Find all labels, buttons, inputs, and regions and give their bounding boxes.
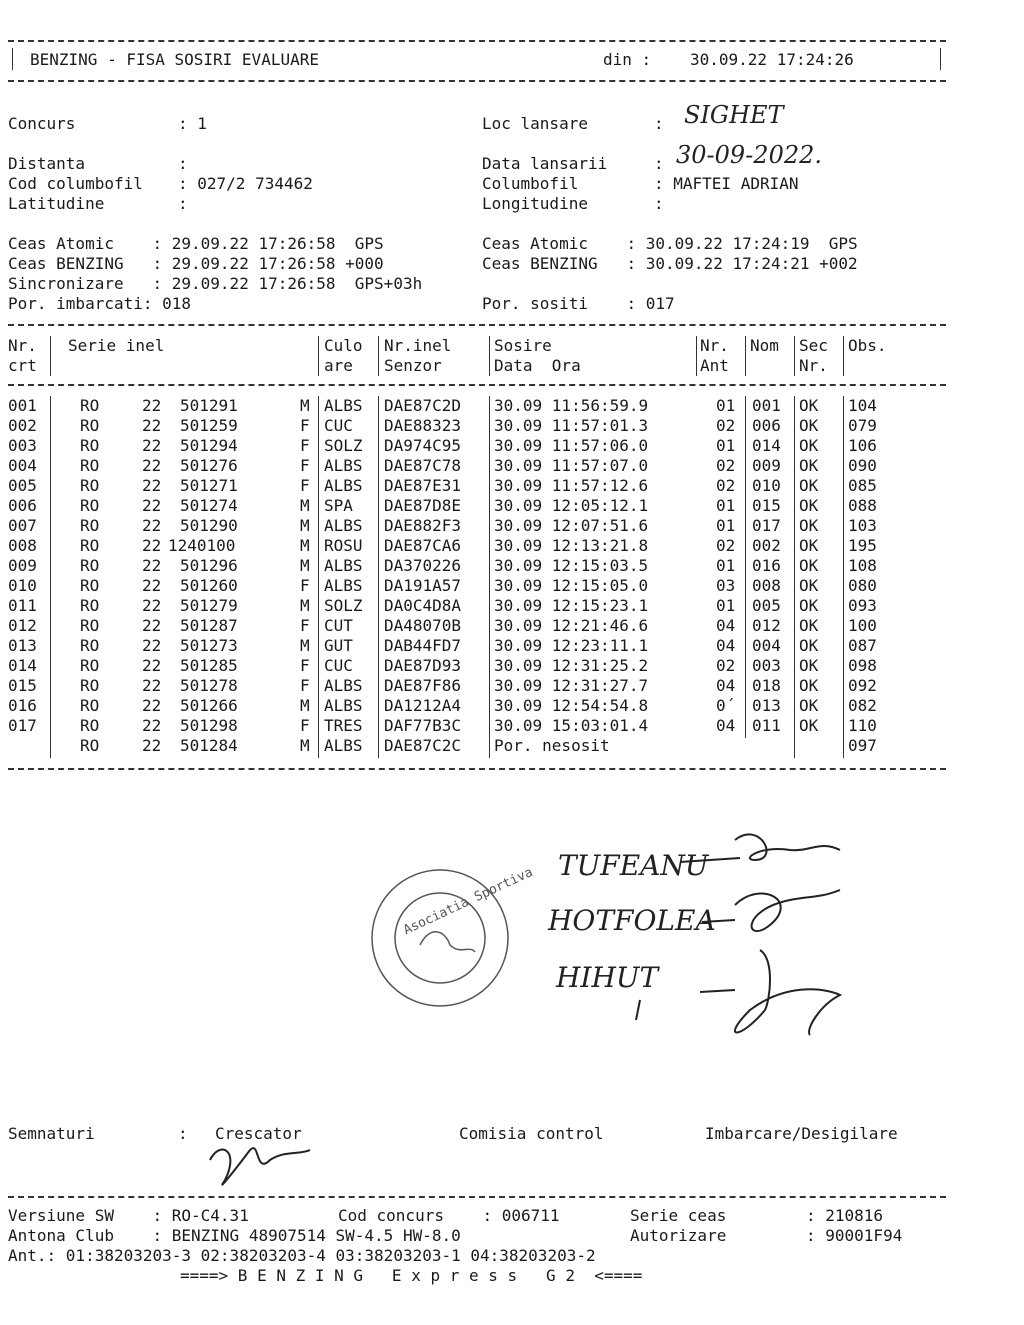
- row-crt: 010: [8, 576, 37, 595]
- row-year: 22: [142, 416, 162, 435]
- row-year: 22: [142, 436, 162, 455]
- row-sex: F: [300, 656, 310, 675]
- row-sensor: DA191A57: [384, 576, 462, 595]
- row-obs: 090: [848, 456, 877, 475]
- row-obs: 079: [848, 416, 877, 435]
- handwritten-name-3: HIHUT: [556, 961, 659, 994]
- row-ring: 501273: [180, 636, 238, 655]
- row-crt: 007: [8, 516, 37, 535]
- row-country: RO: [80, 556, 100, 575]
- por-sositi: Por. sositi : 017: [482, 294, 675, 313]
- row-arrival: 30.09 12:54:54.8: [494, 696, 649, 715]
- row-obs: 088: [848, 496, 877, 515]
- clock-benzing-start: Ceas BENZING : 29.09.22 17:26:58 +000: [8, 254, 384, 273]
- row-sex: F: [300, 436, 310, 455]
- row-obs: 082: [848, 696, 877, 715]
- row-sec: OK: [799, 596, 819, 615]
- row-sex: M: [300, 396, 310, 415]
- row-ant: 03: [716, 576, 736, 595]
- row-nom: 016: [752, 556, 781, 575]
- row-country: RO: [80, 696, 100, 715]
- row-ant: 04: [716, 716, 736, 735]
- row-ant: 01: [716, 436, 736, 455]
- row-sensor: DAB44FD7: [384, 636, 462, 655]
- footer-top-rule: [8, 1196, 946, 1198]
- row-arrival: 30.09 12:31:25.2: [494, 656, 649, 675]
- row-sensor: DA1212A4: [384, 696, 462, 715]
- serie-ceas-label: Serie ceas: [630, 1206, 727, 1225]
- row-color: ALBS: [324, 556, 363, 575]
- row-year: 22: [142, 596, 162, 615]
- row-ring: 501276: [180, 456, 238, 475]
- row-sec: OK: [799, 656, 819, 675]
- row-sensor: DA0C4D8A: [384, 596, 462, 615]
- row-nom: 008: [752, 576, 781, 595]
- row-country: RO: [80, 636, 100, 655]
- row-country: RO: [80, 596, 100, 615]
- row-ring: 501287: [180, 616, 238, 635]
- distanta-colon: :: [178, 154, 188, 173]
- row-ant: 02: [716, 416, 736, 435]
- row-country: RO: [80, 616, 100, 635]
- row-sensor: DAE87D93: [384, 656, 462, 675]
- row-ant: 01: [716, 496, 736, 515]
- row-sec: OK: [799, 556, 819, 575]
- por-imbarcati: Por. imbarcati: 018: [8, 294, 192, 313]
- row-crt: 001: [8, 396, 37, 415]
- row-sensor: DA974C95: [384, 436, 462, 455]
- col-sec-2: Nr.: [799, 356, 828, 375]
- row-arrival: 30.09 11:57:06.0: [494, 436, 649, 455]
- row-arrival: 30.09 12:15:23.1: [494, 596, 649, 615]
- row-sensor: DAF77B3C: [384, 716, 462, 735]
- row-sensor: DA370226: [384, 556, 462, 575]
- row-color: GUT: [324, 636, 353, 655]
- row-ring: 501294: [180, 436, 238, 455]
- row-nom: 005: [752, 596, 781, 615]
- row-ring: 501279: [180, 596, 238, 615]
- row-color: ALBS: [324, 736, 363, 755]
- col-sosire-1: Sosire: [494, 336, 552, 355]
- row-year: 22: [142, 536, 162, 555]
- row-nom: 015: [752, 496, 781, 515]
- cod-columbofil-value: : 027/2 734462: [178, 174, 313, 193]
- loc-lansare-colon: :: [654, 114, 664, 133]
- row-crt: 009: [8, 556, 37, 575]
- row-ring: 501278: [180, 676, 238, 695]
- row-nom: 009: [752, 456, 781, 475]
- row-ant: 04: [716, 636, 736, 655]
- row-obs: 087: [848, 636, 877, 655]
- row-sex: M: [300, 736, 310, 755]
- row-obs: 080: [848, 576, 877, 595]
- row-ant: 02: [716, 456, 736, 475]
- comisia-control-label: Comisia control: [459, 1124, 604, 1143]
- row-ant: 04: [716, 676, 736, 695]
- row-ant: 02: [716, 536, 736, 555]
- row-sex: F: [300, 476, 310, 495]
- row-arrival: 30.09 12:23:11.1: [494, 636, 649, 655]
- row-color: ALBS: [324, 476, 363, 495]
- row-year: 22: [142, 656, 162, 675]
- row-nom: 006: [752, 416, 781, 435]
- row-year: 22: [142, 576, 162, 595]
- row-color: ALBS: [324, 516, 363, 535]
- columbofil-value: : MAFTEI ADRIAN: [654, 174, 799, 193]
- row-ant: 01: [716, 516, 736, 535]
- sincronizare: Sincronizare : 29.09.22 17:26:58 GPS+03h: [8, 274, 423, 293]
- row-color: ALBS: [324, 676, 363, 695]
- row-year: 22: [142, 636, 162, 655]
- row-country: RO: [80, 576, 100, 595]
- row-color: ALBS: [324, 456, 363, 475]
- row-year: 22: [142, 476, 162, 495]
- row-obs: 092: [848, 676, 877, 695]
- row-nom: 010: [752, 476, 781, 495]
- row-ring: 501274: [180, 496, 238, 515]
- col-nr-inel-1: Nr.inel: [384, 336, 452, 355]
- row-ant: 02: [716, 476, 736, 495]
- row-sex: M: [300, 536, 310, 555]
- row-sex: F: [300, 416, 310, 435]
- row-ring: 501291: [180, 396, 238, 415]
- row-ant: 01: [716, 596, 736, 615]
- col-nr-inel-2: Senzor: [384, 356, 442, 375]
- row-ring: 501260: [180, 576, 238, 595]
- row-sensor: DAE87CA6: [384, 536, 462, 555]
- row-color: CUT: [324, 616, 353, 635]
- col-sosire-2: Data Ora: [494, 356, 581, 375]
- clock-benzing-end: Ceas BENZING : 30.09.22 17:24:21 +002: [482, 254, 858, 273]
- row-country: RO: [80, 456, 100, 475]
- latitudine-label: Latitudine: [8, 194, 105, 213]
- row-sex: F: [300, 576, 310, 595]
- row-year: 22: [142, 516, 162, 535]
- handwritten-name-1: TUFEANU: [558, 849, 709, 882]
- latitudine-colon: :: [178, 194, 188, 213]
- row-country: RO: [80, 676, 100, 695]
- col-nr-crt-1: Nr.: [8, 336, 37, 355]
- row-nom: 018: [752, 676, 781, 695]
- row-obs: 103: [848, 516, 877, 535]
- row-sex: M: [300, 696, 310, 715]
- row-crt: 016: [8, 696, 37, 715]
- row-obs: 195: [848, 536, 877, 555]
- row-ring: 501285: [180, 656, 238, 675]
- row-ant: 0´: [716, 696, 736, 715]
- row-country: RO: [80, 416, 100, 435]
- clock-atomic-end: Ceas Atomic : 30.09.22 17:24:19 GPS: [482, 234, 858, 253]
- row-arrival: 30.09 15:03:01.4: [494, 716, 649, 735]
- row-crt: 011: [8, 596, 37, 615]
- col-culoare-1: Culo: [324, 336, 363, 355]
- row-year: 22: [142, 676, 162, 695]
- row-sensor: DAE87F86: [384, 676, 462, 695]
- row-sensor: DAE88323: [384, 416, 462, 435]
- row-color: CUC: [324, 416, 353, 435]
- col-nr-ant-2: Ant: [700, 356, 729, 375]
- cod-columbofil-label: Cod columbofil: [8, 174, 143, 193]
- row-crt: 003: [8, 436, 37, 455]
- row-nom: 002: [752, 536, 781, 555]
- row-obs: 110: [848, 716, 877, 735]
- row-country: RO: [80, 436, 100, 455]
- serie-ceas-value: : 210816: [806, 1206, 884, 1225]
- row-ring: 501290: [180, 516, 238, 535]
- row-country: RO: [80, 716, 100, 735]
- data-lansarii-colon: :: [654, 154, 664, 173]
- data-lansarii-label: Data lansarii: [482, 154, 608, 173]
- crescator-label: Crescator: [215, 1124, 302, 1143]
- row-nom: 013: [752, 696, 781, 715]
- row-country: RO: [80, 656, 100, 675]
- row-nom: 001: [752, 396, 781, 415]
- row-ant: 02: [716, 656, 736, 675]
- row-arrival: 30.09 12:13:21.8: [494, 536, 649, 555]
- row-color: ALBS: [324, 696, 363, 715]
- row-nom: 011: [752, 716, 781, 735]
- row-color: CUC: [324, 656, 353, 675]
- loc-lansare-handwritten: SIGHET: [684, 101, 784, 129]
- row-country: RO: [80, 516, 100, 535]
- row-arrival: 30.09 12:21:46.6: [494, 616, 649, 635]
- row-obs: 093: [848, 596, 877, 615]
- row-arrival: 30.09 12:31:27.7: [494, 676, 649, 695]
- imbarcare-desigilare-label: Imbarcare/Desigilare: [705, 1124, 898, 1143]
- row-obs: 085: [848, 476, 877, 495]
- row-ring: 501271: [180, 476, 238, 495]
- row-arrival: Por. nesosit: [494, 736, 610, 755]
- row-sec: OK: [799, 616, 819, 635]
- row-ring: 1240100: [168, 536, 236, 555]
- row-sensor: DAE87C78: [384, 456, 462, 475]
- row-crt: 015: [8, 676, 37, 695]
- row-color: SOLZ: [324, 436, 363, 455]
- document-title: BENZING - FISA SOSIRI EVALUARE: [30, 50, 319, 69]
- col-obs: Obs.: [848, 336, 887, 355]
- autorizare-label: Autorizare: [630, 1226, 727, 1245]
- row-color: SOLZ: [324, 596, 363, 615]
- handwritten-name-2: HOTFOLEA: [548, 904, 716, 937]
- row-obs: 108: [848, 556, 877, 575]
- row-sec: OK: [799, 536, 819, 555]
- row-year: 22: [142, 496, 162, 515]
- row-country: RO: [80, 496, 100, 515]
- row-color: ROSU: [324, 536, 363, 555]
- row-sensor: DAE882F3: [384, 516, 462, 535]
- row-sex: M: [300, 596, 310, 615]
- row-sec: OK: [799, 436, 819, 455]
- row-crt: 012: [8, 616, 37, 635]
- row-obs: 106: [848, 436, 877, 455]
- col-nr-ant-1: Nr.: [700, 336, 729, 355]
- row-sec: OK: [799, 476, 819, 495]
- row-nom: 012: [752, 616, 781, 635]
- autorizare-value: : 90001F94: [806, 1226, 903, 1245]
- row-obs: 104: [848, 396, 877, 415]
- benzing-express-banner: ====> B E N Z I N G E x p r e s s G 2 <====: [180, 1266, 643, 1285]
- row-arrival: 30.09 12:15:03.5: [494, 556, 649, 575]
- row-nom: 017: [752, 516, 781, 535]
- row-sec: OK: [799, 496, 819, 515]
- row-crt: 013: [8, 636, 37, 655]
- row-ring: 501296: [180, 556, 238, 575]
- row-nom: 003: [752, 656, 781, 675]
- row-arrival: 30.09 11:57:07.0: [494, 456, 649, 475]
- row-ring: 501266: [180, 696, 238, 715]
- row-country: RO: [80, 396, 100, 415]
- semnaturi-label: Semnaturi: [8, 1124, 95, 1143]
- row-color: SPA: [324, 496, 353, 515]
- row-year: 22: [142, 456, 162, 475]
- row-crt: 008: [8, 536, 37, 555]
- row-sec: OK: [799, 416, 819, 435]
- longitudine-label: Longitudine: [482, 194, 588, 213]
- row-sec: OK: [799, 576, 819, 595]
- row-color: ALBS: [324, 576, 363, 595]
- row-sex: F: [300, 456, 310, 475]
- row-sec: OK: [799, 636, 819, 655]
- print-date-label: din :: [603, 50, 652, 69]
- row-crt: 005: [8, 476, 37, 495]
- data-lansarii-handwritten: 30-09-2022.: [676, 141, 823, 169]
- row-obs: 098: [848, 656, 877, 675]
- row-sex: M: [300, 516, 310, 535]
- row-sex: F: [300, 676, 310, 695]
- distanta-label: Distanta: [8, 154, 86, 173]
- row-country: RO: [80, 736, 100, 755]
- row-sec: OK: [799, 696, 819, 715]
- row-sex: M: [300, 556, 310, 575]
- row-arrival: 30.09 11:57:12.6: [494, 476, 649, 495]
- row-sec: OK: [799, 396, 819, 415]
- row-ring: 501284: [180, 736, 238, 755]
- row-ant: 01: [716, 396, 736, 415]
- row-ring: 501298: [180, 716, 238, 735]
- concurs-value: : 1: [178, 114, 207, 133]
- stamp-text: Asociatia Sportiva: [401, 864, 536, 939]
- row-sensor: DAE87C2D: [384, 396, 462, 415]
- row-year: 22: [142, 696, 162, 715]
- row-arrival: 30.09 11:57:01.3: [494, 416, 649, 435]
- row-arrival: 30.09 12:05:12.1: [494, 496, 649, 515]
- row-color: ALBS: [324, 396, 363, 415]
- clock-atomic-start: Ceas Atomic : 29.09.22 17:26:58 GPS: [8, 234, 384, 253]
- versiune-sw: Versiune SW : RO-C4.31: [8, 1206, 249, 1225]
- row-year: 22: [142, 396, 162, 415]
- columbofil-label: Columbofil: [482, 174, 579, 193]
- row-year: 22: [142, 716, 162, 735]
- row-crt: 014: [8, 656, 37, 675]
- row-color: TRES: [324, 716, 363, 735]
- row-year: 22: [142, 616, 162, 635]
- cod-concurs: Cod concurs : 006711: [338, 1206, 560, 1225]
- row-nom: 004: [752, 636, 781, 655]
- col-sec-1: Sec: [799, 336, 828, 355]
- col-serie-inel: Serie inel: [68, 336, 165, 355]
- row-country: RO: [80, 536, 100, 555]
- row-sensor: DA48070B: [384, 616, 462, 635]
- antona-club: Antona Club : BENZING 48907514 SW-4.5 HW-8.0: [8, 1226, 461, 1245]
- col-nr-crt-2: crt: [8, 356, 37, 375]
- row-sex: F: [300, 616, 310, 635]
- row-arrival: 30.09 11:56:59.9: [494, 396, 649, 415]
- row-sec: OK: [799, 456, 819, 475]
- row-sensor: DAE87C2C: [384, 736, 462, 755]
- col-culoare-2: are: [324, 356, 353, 375]
- row-crt: 002: [8, 416, 37, 435]
- row-year: 22: [142, 556, 162, 575]
- row-obs: 097: [848, 736, 877, 755]
- row-ant: 04: [716, 616, 736, 635]
- row-obs: 100: [848, 616, 877, 635]
- row-sensor: DAE87E31: [384, 476, 462, 495]
- row-arrival: 30.09 12:07:51.6: [494, 516, 649, 535]
- row-ring: 501259: [180, 416, 238, 435]
- print-date-value: 30.09.22 17:24:26: [690, 50, 854, 69]
- row-sec: OK: [799, 716, 819, 735]
- row-sex: M: [300, 496, 310, 515]
- row-crt: 017: [8, 716, 37, 735]
- row-country: RO: [80, 476, 100, 495]
- semnaturi-colon: :: [178, 1124, 188, 1143]
- row-crt: 004: [8, 456, 37, 475]
- concurs-label: Concurs: [8, 114, 76, 133]
- antenna-list: Ant.: 01:38203203-3 02:38203203-4 03:38203203-1 04:38203203-2: [8, 1246, 596, 1265]
- row-year: 22: [142, 736, 162, 755]
- row-sex: M: [300, 636, 310, 655]
- row-arrival: 30.09 12:15:05.0: [494, 576, 649, 595]
- longitudine-colon: :: [654, 194, 664, 213]
- row-crt: 006: [8, 496, 37, 515]
- row-sensor: DAE87D8E: [384, 496, 462, 515]
- col-nom: Nom: [750, 336, 779, 355]
- row-sec: OK: [799, 676, 819, 695]
- row-sec: OK: [799, 516, 819, 535]
- row-sex: F: [300, 716, 310, 735]
- row-ant: 01: [716, 556, 736, 575]
- row-nom: 014: [752, 436, 781, 455]
- loc-lansare-label: Loc lansare: [482, 114, 588, 133]
